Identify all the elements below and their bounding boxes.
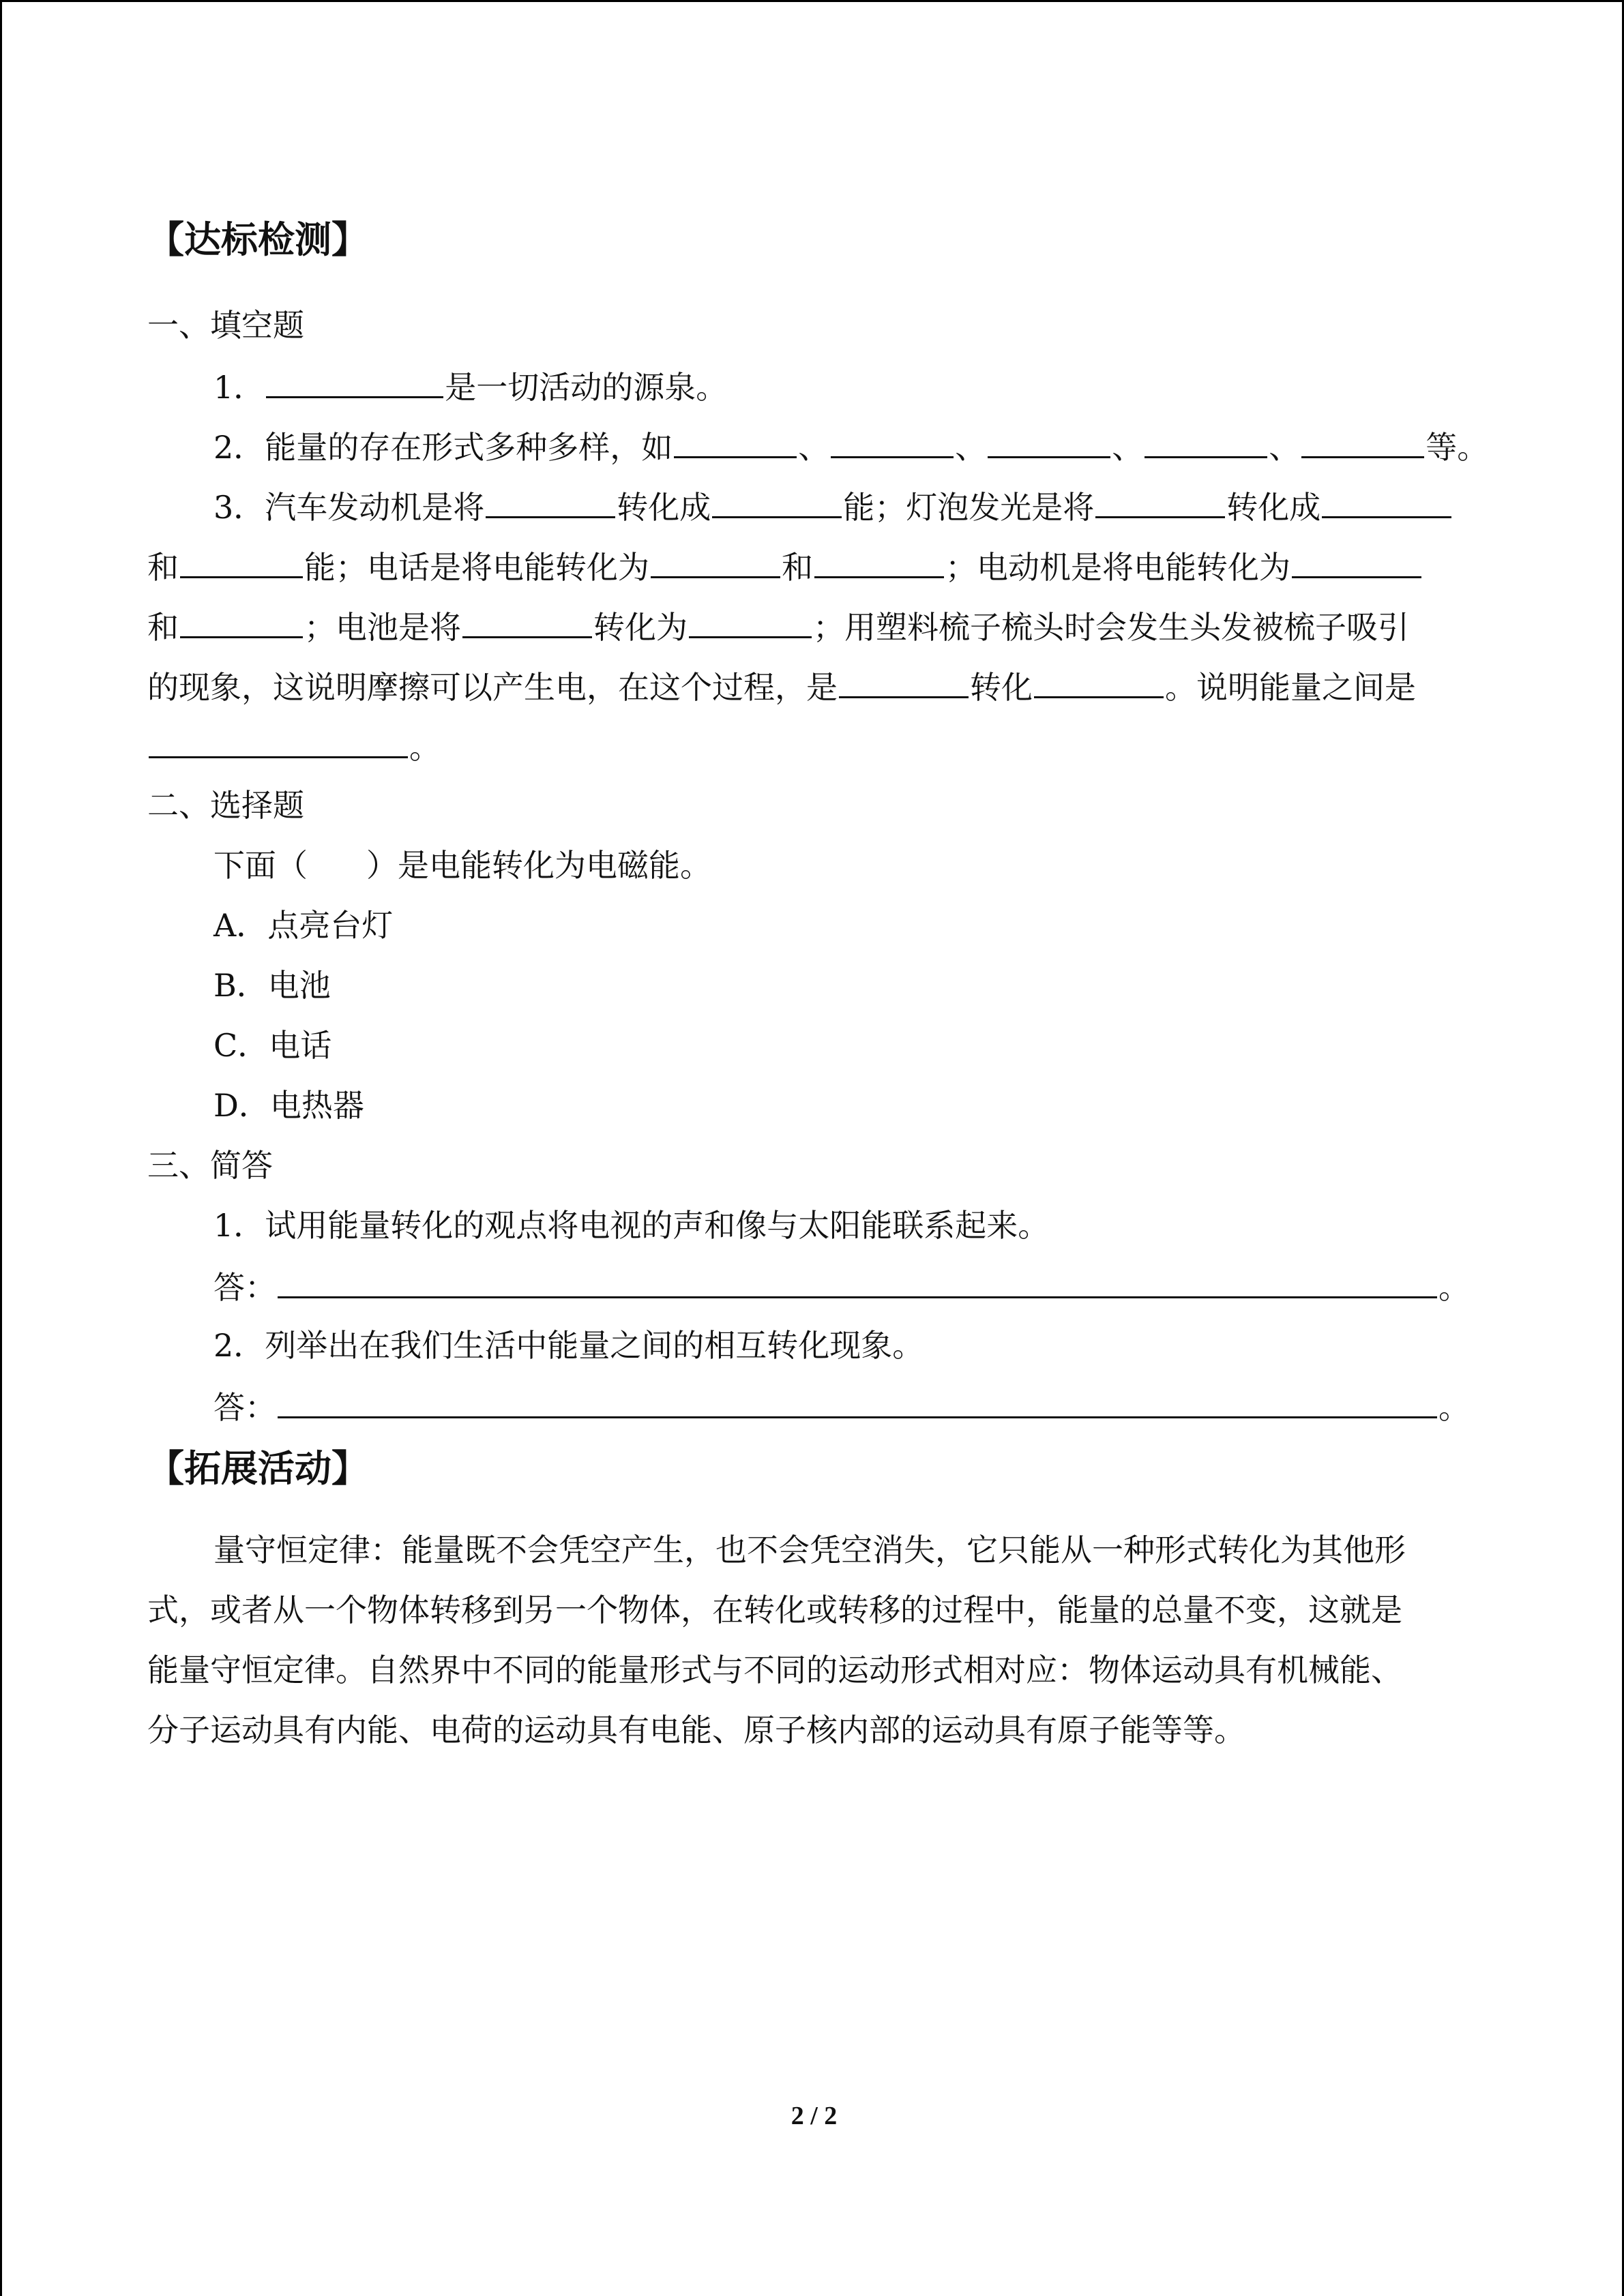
short-question-1: 1．试用能量转化的观点将电视的声和像与太阳能联系起来。 [213,1207,1050,1244]
answer-blank[interactable] [988,425,1110,458]
answer-blank[interactable] [1095,485,1225,518]
answer-blank[interactable] [674,425,797,458]
question-3-line-3: 和 ；电池是将 转化为 ；用塑料梳子梳头时会发生头发被梳子吸引 [147,605,1409,648]
answer-line[interactable] [278,1265,1437,1298]
paragraph-line: 式，或者从一个物体转移到另一个物体，在转化或转移的过程中，能量的总量不变，这就是 [147,1592,1402,1628]
short-answer-heading: 三、简答 [147,1147,273,1184]
answer-blank[interactable] [180,605,303,638]
answer-blank[interactable] [1034,665,1164,698]
question-3-line-2: 和 能；电话是将电能转化为 和 ；电动机是将电能转化为 [147,545,1423,588]
choice-option-b[interactable]: B．电池 [213,967,331,1004]
question-3-line-4: 的现象，这说明摩擦可以产生电，在这个过程，是 转化 。说明能量之间是 [147,665,1416,708]
choice-heading: 二、选择题 [147,787,304,824]
question-1: 1． 是一切活动的源泉。 [213,365,727,408]
page-number: 2 / 2 [791,2102,838,2130]
section-title-extension: 【拓展活动】 [147,1446,368,1490]
short-answer-1: 答： 。 [213,1265,1470,1308]
answer-blank[interactable] [831,425,954,458]
choice-stem: 下面（ ）是电能转化为电磁能。 [213,847,711,884]
section-title-standard-test: 【达标检测】 [147,218,368,261]
short-question-2: 2．列举出在我们生活中能量之间的相互转化现象。 [213,1327,924,1364]
answer-blank[interactable] [689,605,812,638]
answer-line[interactable] [278,1385,1437,1418]
question-3-line-5: 。 [147,725,441,768]
answer-blank[interactable] [712,485,842,518]
answer-blank[interactable] [486,485,615,518]
choice-option-a[interactable]: A．点亮台灯 [213,907,394,944]
paragraph-line: 量守恒定律：能量既不会凭空产生，也不会凭空消失，它只能从一种形式转化为其他形 [213,1532,1406,1568]
answer-blank[interactable] [839,665,969,698]
question-2: 2．能量的存在形式多种多样，如 、 、 、 、 等。 [213,425,1488,468]
short-answer-2: 答： 。 [213,1385,1470,1428]
answer-blank[interactable] [1301,425,1424,458]
choice-option-d[interactable]: D．电热器 [213,1087,364,1124]
answer-blank[interactable] [180,545,303,578]
answer-blank[interactable] [651,545,780,578]
answer-blank[interactable] [149,725,408,758]
paragraph-line: 能量守恒定律。自然界中不同的能量形式与不同的运动形式相对应：物体运动具有机械能、 [147,1652,1402,1688]
choice-option-c[interactable]: C．电话 [213,1027,332,1064]
answer-blank[interactable] [1322,485,1451,518]
answer-blank[interactable] [462,605,592,638]
fill-blank-heading: 一、填空题 [147,307,304,344]
answer-blank[interactable] [814,545,944,578]
answer-blank[interactable] [266,365,443,398]
paragraph-line: 分子运动具有内能、电荷的运动具有电能、原子核内部的运动具有原子能等等。 [147,1712,1245,1748]
answer-blank[interactable] [1145,425,1267,458]
question-3-line-1: 3．汽车发动机是将 转化成 能；灯泡发光是将 转化成 [213,485,1453,528]
answer-blank[interactable] [1292,545,1421,578]
